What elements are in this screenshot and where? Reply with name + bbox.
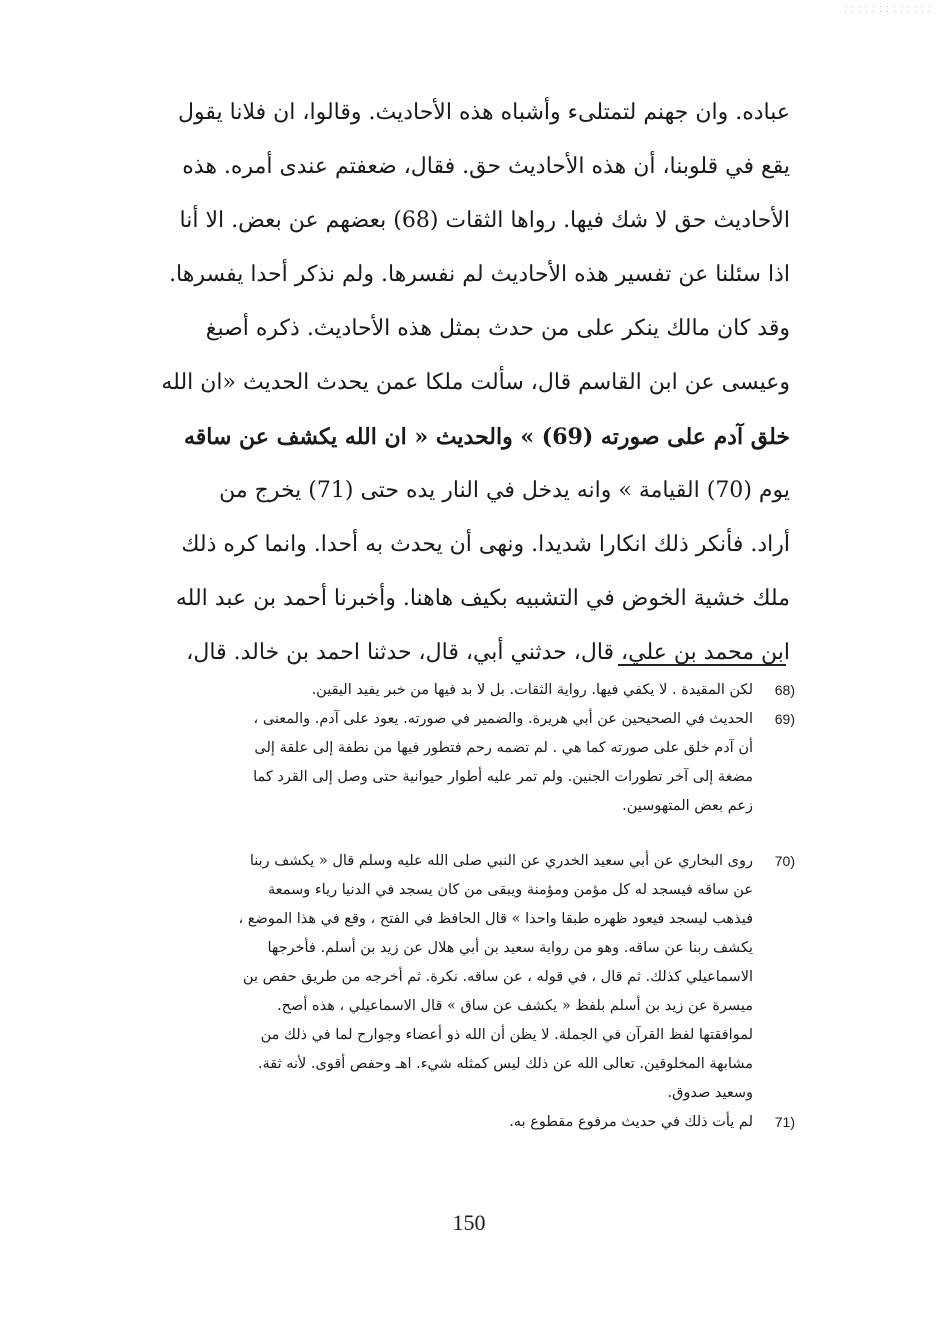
- footnote-line: عن ساقه فيسجد له كل مؤمن ومؤمنة ويبقى من كان يسجد في الدنيا رياء وسمعة: [267, 882, 753, 898]
- footnote-line: مضغة إلى آخر تطورات الجنين. ولم تمر عليه أطوار حيوانية حتى وصل إلى القرد كما: [253, 769, 753, 785]
- page-number: 150: [452, 1210, 486, 1235]
- footnote-line: وسعيد صدوق.: [667, 1085, 753, 1101]
- footnote-line: الحديث في الصحيحين عن أبي هريرة. والضمير في صورته. يعود على آدم. والمعنى ،: [253, 711, 753, 727]
- main-text-line: اذا سئلنا عن تفسير هذه الأحاديث لم نفسرها. ولم نذكر أحدا يفسرها.: [169, 262, 790, 287]
- footnote-line: مشابهة المخلوقين. تعالى الله عن ذلك ليس كمثله شيء. اهـ وحفص أقوى. لأنه ثقة.: [257, 1056, 753, 1072]
- main-text-line: ابن محمد بن علي، قال، حدثني أبي، قال، حدثنا احمد بن خالد. قال،: [186, 640, 790, 665]
- footnote-number: 70): [774, 853, 795, 869]
- footnote-line: روى البخاري عن أبي سعيد الخدري عن النبي صلى الله عليه وسلم قال « يكشف ربنا: [249, 853, 753, 869]
- footnote-number: 71): [774, 1114, 795, 1130]
- footnote-number: 68): [774, 682, 795, 698]
- main-text-line: وعيسى عن ابن القاسم قال، سألت ملكا عمن يحدث الحديث «ان الله: [161, 370, 790, 395]
- footnote-line: الاسماعيلي كذلك. ثم قال ، في قوله ، عن ساقه. نكرة. ثم أخرجه من طريق حفص بن: [242, 969, 753, 985]
- footnote-71: [160, 1108, 795, 1137]
- main-text-line: ملك خشية الخوض في التشبيه بكيف هاهنا. وأخبرنا أحمد بن عبد الله: [175, 586, 790, 611]
- footnote-line: أن آدم خلق على صورته كما هي . لم تضمه رحم فتطور فيها من نطفة إلى علقة إلى: [254, 740, 753, 756]
- footnote-line: زعم بعض المتهوسين.: [622, 798, 753, 814]
- footnote-divider: [618, 664, 786, 666]
- footnote-68: [160, 676, 795, 705]
- scan-speckle: [842, 4, 932, 12]
- main-text-line: يقع في قلوبنا، أن هذه الأحاديث حق. فقال، ضعفتم عندى أمره. هذه: [182, 154, 790, 179]
- main-text-line: عباده. وان جهنم لتمتلىء وأشباه هذه الأحاديث. وقالوا، ان فلانا يقول: [178, 100, 790, 125]
- main-text-block: [150, 86, 790, 680]
- main-text-line: الأحاديث حق لا شك فيها. رواها الثقات (68) بعضهم عن بعض. الا أنا: [179, 208, 790, 233]
- footnote-line: لكن المقيدة . لا يكفي فيها. رواية الثقات. بل لا بد فيها من خبر يفيد اليقين.: [311, 682, 753, 698]
- main-text-line: خلق آدم على صورته (69) » والحديث « ان الله يكشف عن ساقه: [183, 424, 790, 450]
- footnote-69: [160, 705, 795, 821]
- footnote-line: لموافقتها لفظ القرآن في الجملة. لا يظن أن الله ذو أعضاء وجوارح لما في ذلك من: [260, 1027, 753, 1043]
- footnote-line: لم يأت ذلك في حديث مرفوع مقطوع به.: [509, 1114, 753, 1130]
- main-text-line: يوم (70) القيامة » وانه يدخل في النار يده حتى (71) يخرج من: [219, 478, 790, 503]
- footnotes-block: [160, 676, 795, 1137]
- footnote-line: يكشف ربنا عن ساقه. وهو من رواية سعيد بن أبي هلال عن زيد بن أسلم. فأخرجها: [267, 940, 753, 956]
- footnote-70: [160, 847, 795, 1108]
- footnote-line: ميسرة عن زيد بن أسلم بلفظ « يكشف عن ساق » قال الاسماعيلي ، هذه أصح.: [277, 998, 753, 1014]
- footnote-line: فيذهب ليسجد فيعود ظهره طبقا واحدا » قال الحافظ في الفتح ، وقع في هذا الموضع ،: [238, 911, 753, 927]
- main-text-line: وقد كان مالك ينكر على من حدث بمثل هذه الأحاديث. ذكره أصبغ: [205, 316, 790, 341]
- main-text-line: أراد. فأنكر ذلك انكارا شديدا. ونهى أن يحدث به أحدا. وانما كره ذلك: [181, 532, 790, 557]
- footnote-number: 69): [774, 711, 795, 727]
